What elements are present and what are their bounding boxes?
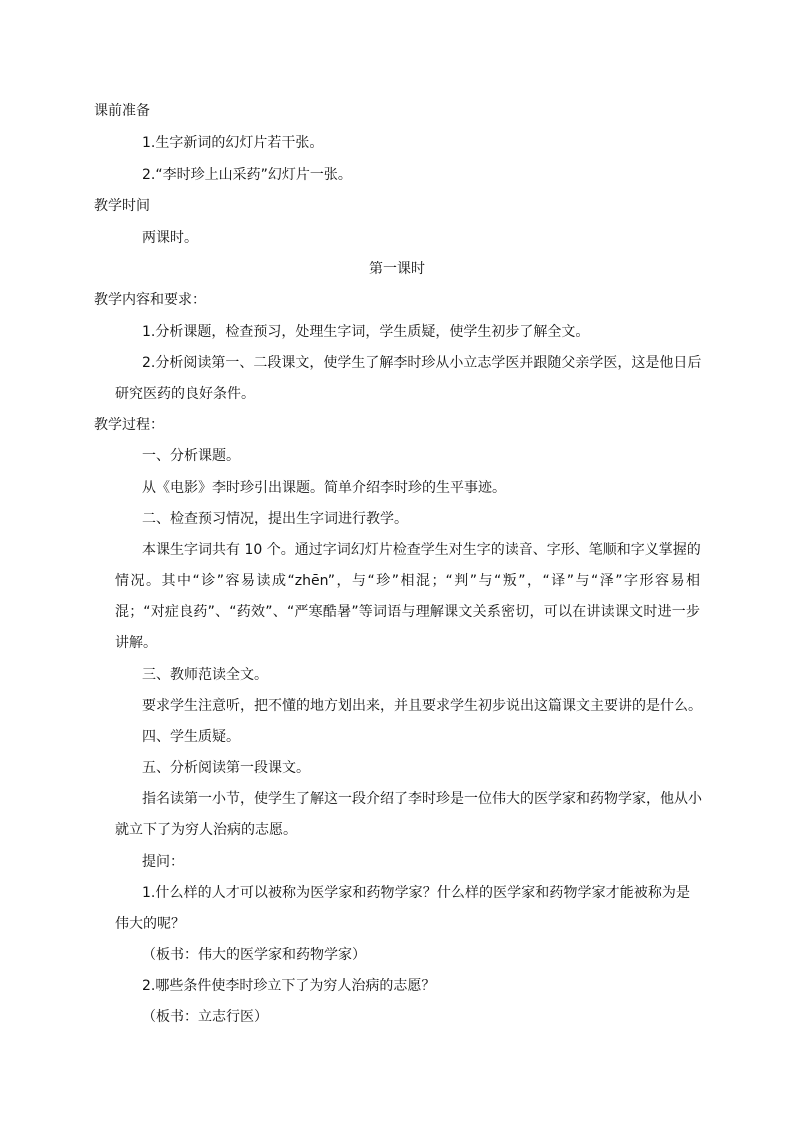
prep-item-2: 2.“李时珍上山采药”幻灯片一张。 [142, 167, 352, 183]
step-1-text: 从《电影》李时珍引出课题。简单介绍李时珍的生平事迹。 [142, 480, 506, 496]
lesson-title: 第一课时 [369, 261, 425, 277]
step-2-paragraph-line-1: 本课生字词共有 10 个。通过字词幻灯片检查学生对生字的读音、字形、笔顺和字义掌握的 [142, 542, 701, 558]
prep-heading: 课前准备 [94, 103, 150, 119]
question-1-line-1: 1.什么样的人才可以被称为医学家和药物学家？什么样的医学家和药物学家才能被称为是 [142, 885, 690, 901]
process-heading: 教学过程： [94, 417, 164, 433]
goals-item-2-line-1: 2.分析阅读第一、二段课文，使学生了解李时珍从小立志学医并跟随父亲学医，这是他日后 [142, 355, 702, 371]
time-heading: 教学时间 [94, 198, 150, 214]
step-5-paragraph-line-2: 就立下了为穷人治病的志愿。 [115, 822, 297, 838]
time-value: 两课时。 [142, 230, 198, 246]
goals-heading: 教学内容和要求： [94, 292, 206, 308]
board-note-1: （板书：伟大的医学家和药物学家） [142, 947, 366, 963]
question-1-line-2: 伟大的呢？ [115, 916, 185, 932]
question-2: 2.哪些条件使李时珍立下了为穷人治病的志愿？ [142, 978, 436, 994]
step-2-paragraph-line-2: 情况。其中“诊”容易读成“zhēn”，与“珍”相混；“判”与“叛”，“译”与“泽”字形容易相 [115, 573, 700, 589]
step-2-paragraph-line-4: 讲解。 [115, 635, 157, 651]
goals-item-1: 1.分析课题，检查预习，处理生字词，学生质疑，使学生初步了解全文。 [142, 324, 590, 340]
step-2-paragraph-line-3: 混；“对症良药”、“药效”、“严寒酷暑”等词语与理解课文关系密切，可以在讲读课文时进一步 [115, 604, 700, 620]
board-note-2: （板书：立志行医） [142, 1009, 268, 1025]
step-1-heading: 一、分析课题。 [142, 448, 240, 464]
step-3-text: 要求学生注意听，把不懂的地方划出来，并且要求学生初步说出这篇课文主要讲的是什么。 [142, 698, 702, 714]
step-3-heading: 三、教师范读全文。 [142, 667, 268, 683]
step-5-paragraph-line-1: 指名读第一小节，使学生了解这一段介绍了李时珍是一位伟大的医学家和药物学家，他从小 [142, 791, 702, 807]
goals-item-2-line-2: 研究医药的良好条件。 [115, 386, 255, 402]
prep-item-1: 1.生字新词的幻灯片若干张。 [142, 135, 324, 151]
step-4-heading: 四、学生质疑。 [142, 729, 240, 745]
question-label: 提问： [142, 854, 184, 870]
step-2-heading: 二、检查预习情况，提出生字词进行教学。 [142, 511, 408, 527]
step-5-heading: 五、分析阅读第一段课文。 [142, 760, 310, 776]
